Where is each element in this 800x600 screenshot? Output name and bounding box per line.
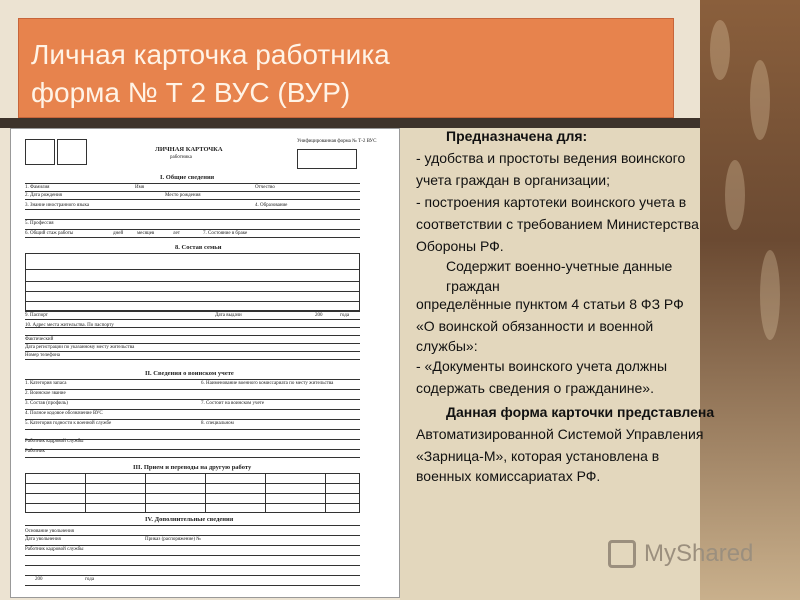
form-rule-line xyxy=(25,343,360,344)
form-section-4: IV. Дополнительные сведения xyxy=(145,516,234,523)
form-field-label: 6. Наименование военного комиссариата по месту жительства xyxy=(201,381,334,386)
form-field-label: Приказ (распоряжение) № xyxy=(145,537,202,542)
form-field-label: 7. Состояние в браке xyxy=(203,231,248,236)
form-field-label: Дата выдачи xyxy=(215,313,242,318)
form-field-label: 200 xyxy=(35,577,43,582)
panel-line: учета граждан в организации; xyxy=(416,172,610,188)
form-field-label: 6. Общий стаж работы xyxy=(25,231,74,236)
form-field-label: Работник кадровой службы xyxy=(25,439,84,444)
form-title: ЛИЧНАЯ КАРТОЧКА xyxy=(155,146,223,153)
form-unified: Унифицированная форма № Т-2 ВУС xyxy=(297,139,377,144)
form-field-label: 5. Профессия xyxy=(25,221,54,226)
form-field-label: лет xyxy=(173,231,180,236)
panel-line: военных комиссариатах РФ. xyxy=(416,468,601,484)
form-rule-line xyxy=(25,565,360,566)
form-section-2: II. Сведения о воинском учете xyxy=(145,370,234,377)
form-rule-line xyxy=(25,237,360,238)
form-family: 8. Состав семьи xyxy=(175,244,222,251)
form-rule-line xyxy=(25,191,360,192)
form-field-label: года xyxy=(340,313,350,318)
panel-line: содержать сведения о гражданине». xyxy=(416,380,654,396)
form-field-label: года xyxy=(85,577,95,582)
form-rule-line xyxy=(25,359,360,360)
form-col-line xyxy=(145,473,146,513)
panel-line: граждан xyxy=(446,278,500,294)
form-section-3: III. Прием и переводы на другую работу xyxy=(133,464,252,471)
form-rule-line xyxy=(25,429,360,430)
panel-line: Обороны РФ. xyxy=(416,238,504,254)
form-rule-line xyxy=(25,199,360,200)
form-field-label: 1. Фамилия xyxy=(25,185,50,190)
form-col-line xyxy=(85,473,86,513)
form-field-label: Основание увольнения xyxy=(25,529,74,534)
form-field-label: Отчество xyxy=(255,185,275,190)
form-rule-line xyxy=(25,379,360,380)
form-rule-line xyxy=(25,335,360,336)
panel-line: «О воинской обязанности и военной xyxy=(416,318,654,334)
form-field-label: Имя xyxy=(135,185,145,190)
form-col-line xyxy=(325,473,326,513)
form-field-label: 10. Адрес места жительства. По паспорту xyxy=(25,323,114,328)
form-rule-line xyxy=(25,291,360,292)
title-line-2: форма № Т 2 ВУС (ВУР) xyxy=(31,77,351,108)
form-rule-line xyxy=(25,399,360,400)
form-field-label: 3. Знание иностранного языка xyxy=(25,203,90,208)
form-field-label: месяцев xyxy=(137,231,155,236)
form-rule-line xyxy=(25,219,360,220)
form-field-label: 5. Категория годности к военной службе xyxy=(25,421,112,426)
form-rule-line xyxy=(25,409,360,410)
form-rule-line xyxy=(25,209,360,210)
form-field-label: Дата регистрации по указанному месту жительства xyxy=(25,345,135,350)
panel-line: - «Документы воинского учета должны xyxy=(416,358,668,374)
form-field-label: 2. Дата рождения xyxy=(25,193,62,198)
form-field-label: Работник xyxy=(25,449,45,454)
form-col-line xyxy=(265,473,266,513)
form-subtitle: работника xyxy=(170,155,192,160)
form-rule-line xyxy=(25,503,360,504)
form-rule-line xyxy=(25,493,360,494)
form-rule-line xyxy=(25,457,360,458)
form-field-label: 200 xyxy=(315,313,323,318)
form-rule-line xyxy=(25,183,360,184)
panel-line: «Зарница-М», которая установлена в xyxy=(416,448,660,464)
form-rule-line xyxy=(25,585,360,586)
form-rule-line xyxy=(25,351,360,352)
form-rule-line xyxy=(25,281,360,282)
form-rule-line xyxy=(25,555,360,556)
form-rule-line xyxy=(25,301,360,302)
panel-line: Предназначена для: xyxy=(446,128,588,144)
form-field-label: 4. Полное кодовое обозначение ВУС xyxy=(25,411,103,416)
form-field-label: 9. Паспорт xyxy=(25,313,48,318)
form-rule-line xyxy=(25,575,360,576)
form-col-line xyxy=(205,473,206,513)
watermark-text: MyShared xyxy=(644,540,754,567)
form-rule-line xyxy=(25,525,360,526)
form-rule-line xyxy=(25,269,360,270)
divider-bar xyxy=(0,118,700,128)
form-field-label: 8. специальном xyxy=(201,421,234,426)
form-field-label: Номер телефона xyxy=(25,353,60,358)
form-field-label: 4. Образование xyxy=(255,203,288,208)
watermark-logo xyxy=(606,538,766,572)
form-field-label: Дата увольнения xyxy=(25,537,61,542)
panel-line: - удобства и простоты ведения воинского xyxy=(416,150,686,166)
form-rule-line xyxy=(25,545,360,546)
form-field-label: Место рождения xyxy=(165,193,201,198)
title-banner xyxy=(18,18,674,118)
panel-line: службы»: xyxy=(416,338,478,354)
description-panel xyxy=(400,128,715,600)
form-rule-line xyxy=(25,419,360,420)
form-rule-line xyxy=(25,319,360,320)
panel-line: соответствии с требованием Министерства xyxy=(416,216,699,232)
panel-line: определённые пунктом 4 статьи 8 ФЗ РФ xyxy=(416,296,684,312)
form-field-label: Работник кадровой службы xyxy=(25,547,84,552)
form-rule-line xyxy=(25,311,360,312)
form-rule-line xyxy=(25,449,360,450)
decor-ornament-right xyxy=(700,0,800,600)
form-rule-line xyxy=(25,389,360,390)
form-field-label: Фактический xyxy=(25,337,54,342)
form-field-label: 3. Состав (профиль) xyxy=(25,401,68,406)
presentation-icon xyxy=(608,540,636,568)
form-rule-line xyxy=(25,535,360,536)
form-field-label: 7. Состоит на воинском учете xyxy=(201,401,265,406)
form-rule-line xyxy=(25,229,360,230)
form-document-image xyxy=(10,128,400,598)
panel-line: Содержит военно-учетные данные xyxy=(446,258,673,274)
panel-line: - построения картотеки воинского учета в xyxy=(416,194,687,210)
form-field-label: дней xyxy=(113,231,124,236)
form-rule-line xyxy=(25,483,360,484)
form-field-label: 2. Воинское звание xyxy=(25,391,66,396)
panel-line: Автоматизированной Системой Управления xyxy=(416,426,704,442)
form-field-label: 1. Категория запаса xyxy=(25,381,67,386)
panel-line: Данная форма карточки представлена xyxy=(446,404,715,420)
form-section-1: I. Общие сведения xyxy=(160,174,215,181)
title-line-1: Личная карточка работника xyxy=(31,39,390,70)
